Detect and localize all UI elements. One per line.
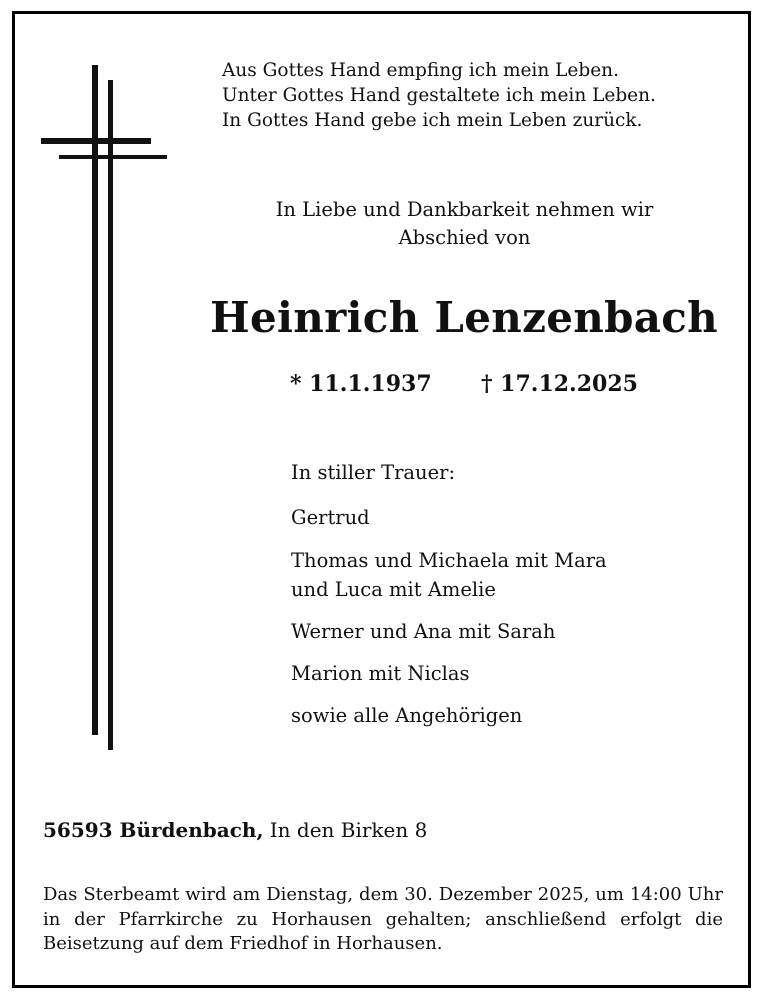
mourner-line: Gertrud xyxy=(291,506,370,529)
death-date: † 17.12.2025 xyxy=(481,371,638,397)
intro-line: In Liebe und Dankbarkeit nehmen wir xyxy=(275,198,654,221)
mourners-heading: In stiller Trauer: xyxy=(291,461,456,484)
mourner-entry xyxy=(291,659,721,688)
mourner-line: sowie alle Angehörigen xyxy=(291,704,523,727)
mourner-entry xyxy=(291,546,721,604)
verse-line: Unter Gottes Hand gestaltete ich mein Leben. xyxy=(222,85,656,106)
address-street: In den Birken 8 xyxy=(269,818,428,842)
birth-date: * 11.1.1937 xyxy=(290,371,432,397)
mourner-entry xyxy=(291,617,721,646)
mourners-list xyxy=(291,458,721,730)
verse-line: In Gottes Hand gebe ich mein Leben zurück. xyxy=(222,110,643,131)
mourner-line: Marion mit Niclas xyxy=(291,662,470,685)
address-place: 56593 Bürdenbach, xyxy=(43,818,264,842)
intro-line: Abschied von xyxy=(398,226,531,249)
family-address xyxy=(43,815,427,845)
mourner-line: Thomas und Michaela mit Mara xyxy=(291,549,607,572)
funeral-notice: Das Sterbeamt wird am Dienstag, dem 30. Dezember 2025, um 14:00 Uhr in der Pfarrkirche zu Horhausen gehalten; anschließend erfolgt die Beisetzung auf dem Friedhof in Horhausen. xyxy=(43,884,723,954)
bible-verse xyxy=(222,58,722,133)
mourner-entry xyxy=(291,701,721,730)
mourner-entry xyxy=(291,503,721,532)
verse-line: Aus Gottes Hand empfing ich mein Leben. xyxy=(222,60,619,81)
deceased-name: Heinrich Lenzenbach xyxy=(210,293,718,342)
mourner-line: Werner und Ana mit Sarah xyxy=(291,620,556,643)
mourner-line: und Luca mit Amelie xyxy=(291,578,496,601)
farewell-intro xyxy=(212,196,717,252)
